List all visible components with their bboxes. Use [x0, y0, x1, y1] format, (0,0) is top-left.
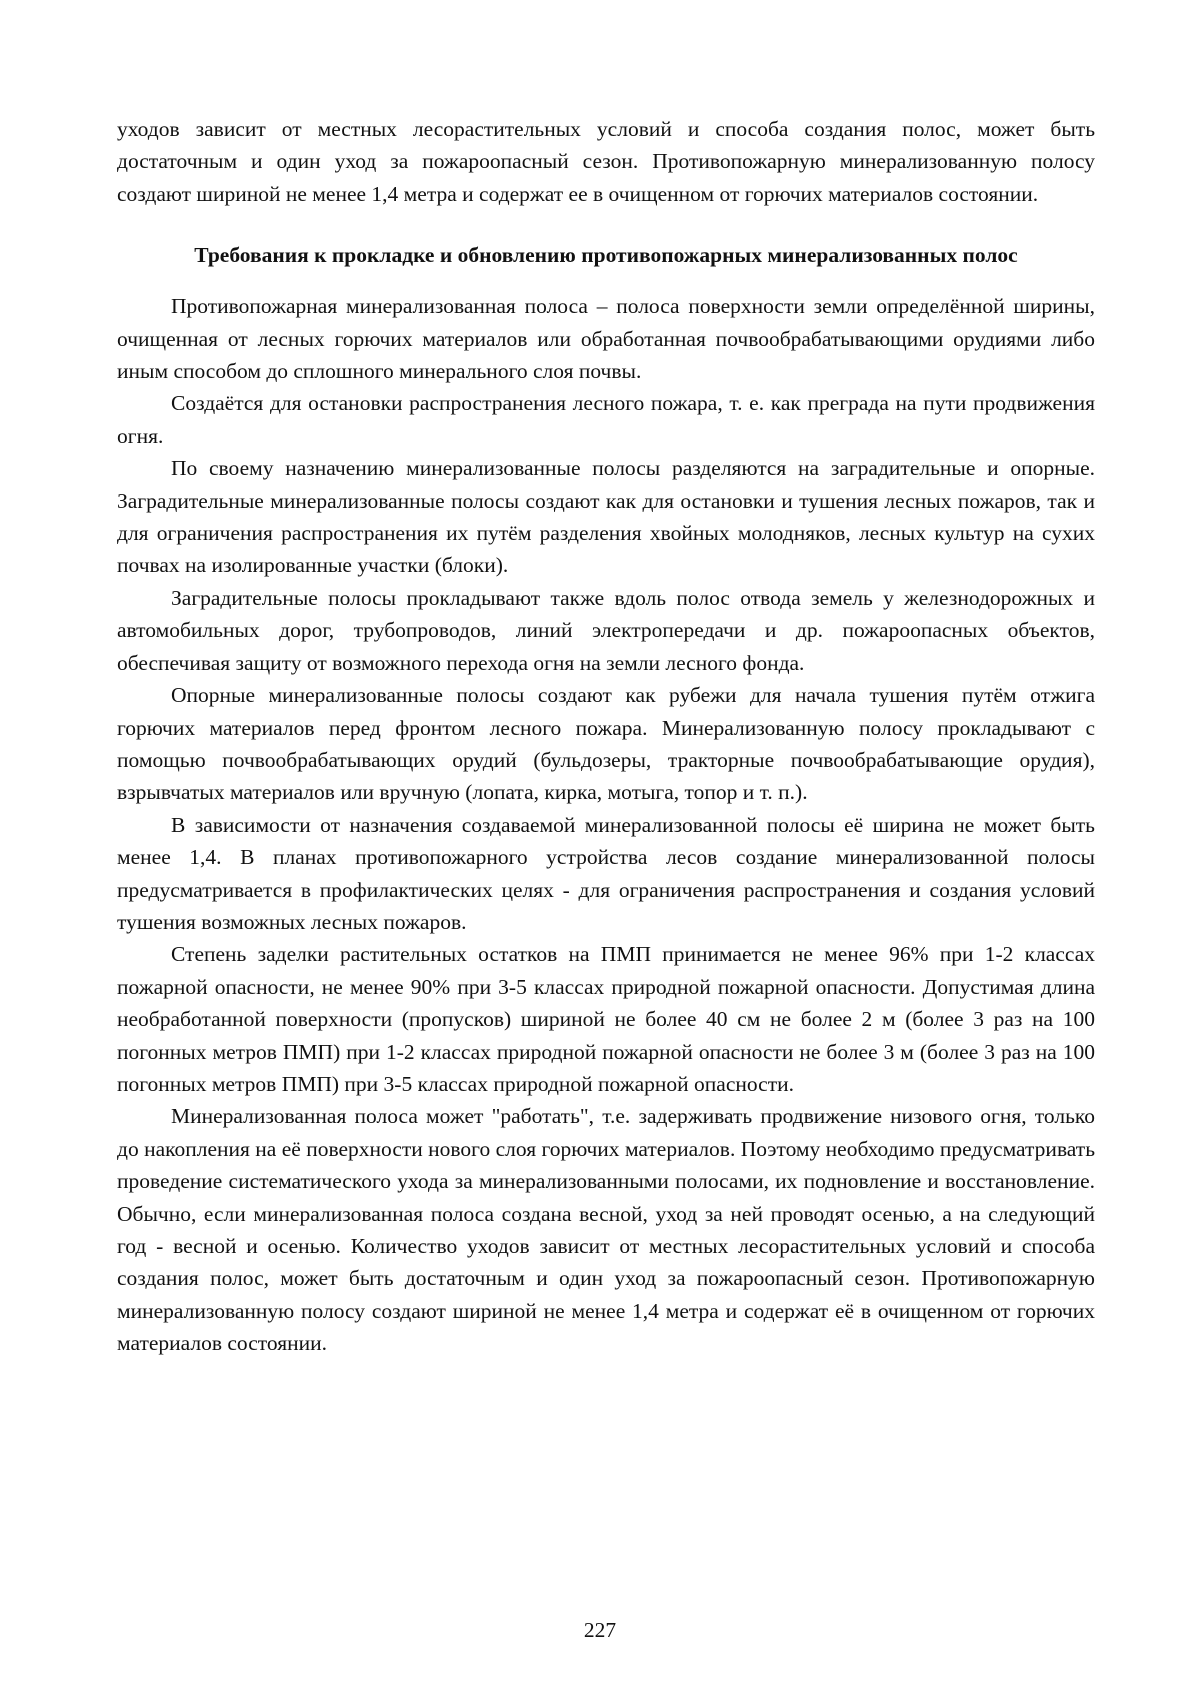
page-number: 227 [583, 1618, 617, 1642]
paragraph-definition: Противопожарная минерализованная полоса – полоса поверхности земли определённой ширины, очищенная от лесных горючих материалов или обработанная почвообрабатывающими орудиями либо иным способом до сплошного минерального слоя почвы. [117, 294, 1095, 384]
paragraph-barrier-strips: Заградительные полосы прокладывают также вдоль полос отвода земель у железнодорожных и автомобильных дорог, трубопроводов, линий электропередачи и др. пожароопасных объектов, обеспечивая защиту от возможного перехода огня на земли лесного фонда. [117, 585, 1095, 675]
paragraph-purpose: Создаётся для остановки распространения лесного пожара, т. е. как преграда на пути продвижения огня. [117, 391, 1095, 448]
page-body [117, 113, 1095, 1360]
paragraph-embedding-degree: Степень заделки растительных остатков на ПМП принимается не менее 96% при 1-2 классах пожарной опасности, не менее 90% при 3-5 классах природной пожарной опасности. Допустимая длина необработанной поверхности (пропусков) шириной не более 40 см не более 2 м (более 3 раз на 100 погонных метров ПМП) при 1-2 классах природной пожарной опасности не более 3 м (более 3 раз на 100 погонных метров ПМП) при 3-5 классах природной пожарной опасности. [117, 942, 1095, 1096]
section-heading: Требования к прокладке и обновлению противопожарных минерализованных полос [194, 243, 1018, 268]
paragraph-maintenance: Минерализованная полоса может "работать", т.е. задерживать продвижение низового огня, только до накопления на её поверхности нового слоя горючих материалов. Поэтому необходимо предусматривать проведение систематического ухода за минерализованными полосами, их подновление и восстановление. Обычно, если минерализованная полоса создана весной, уход за ней проводят осенью, а на следующий год - весной и осенью. Количество уходов зависит от местных лесорастительных условий и способа создания полос, может быть достаточным и один уход за пожароопасный сезон. Противопожарную минерализованную полосу создают шириной не менее 1,4 метра и содержат её в очищенном от горючих материалов состоянии. [117, 1104, 1095, 1356]
paragraph-support-strips: Опорные минерализованные полосы создают как рубежи для начала тушения путём отжига горючих материалов перед фронтом лесного пожара. Минерализованную полосу прокладывают с помощью почвообрабатывающих орудий (бульдозеры, тракторные почвообрабатывающие орудия), взрывчатых материалов или вручную (лопата, кирка, мотыга, топор и т. п.). [117, 683, 1095, 805]
intro-paragraph: уходов зависит от местных лесорастительных условий и способа создания полос, может быть достаточным и один уход за пожароопасный сезон. Противопожарную минерализованную полосу создают шириной не менее 1,4 метра и содержат ее в очищенном от горючих материалов состоянии. [117, 117, 1095, 206]
paragraph-types: По своему назначению минерализованные полосы разделяются на заградительные и опорные. Заградительные минерализованные полосы создают как для остановки и тушения лесных пожаров, так и для ограничения распространения их путём разделения хвойных молодняков, лесных культур на сухих почвах на изолированные участки (блоки). [117, 456, 1095, 578]
paragraph-width: В зависимости от назначения создаваемой минерализованной полосы её ширина не может быть менее 1,4. В планах противопожарного устройства лесов создание минерализованной полосы предусматривается в профилактических целях - для ограничения распространения и создания условий тушения возможных лесных пожаров. [117, 812, 1095, 934]
